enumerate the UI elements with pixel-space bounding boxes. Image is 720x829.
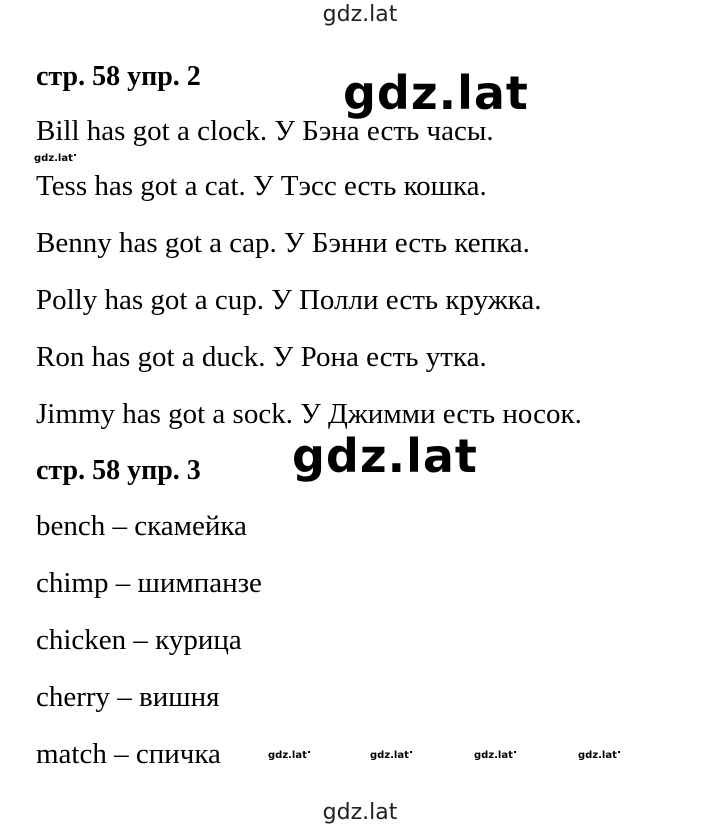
vocabulary-line: chicken – курица (36, 624, 242, 656)
sentence-line: Bill has got a clock. У Бэна есть часы. (36, 115, 494, 147)
exercise-3-heading: стр. 58 упр. 3 (36, 455, 201, 486)
sentence-line: Ron has got a duck. У Рона есть утка. (36, 341, 487, 373)
vocabulary-line: match – спичка (36, 738, 221, 770)
watermark-small-3: gdz.lat (370, 751, 412, 761)
sentence-line: Benny has got a cap. У Бэнни есть кепка. (36, 227, 530, 259)
watermark-large-1: gdz.lat (343, 66, 529, 120)
watermark-small-5: gdz.lat (578, 751, 620, 761)
watermark-top: gdz.lat (322, 2, 398, 27)
exercise-2-heading: стр. 58 упр. 2 (36, 61, 201, 92)
watermark-small-4: gdz.lat (474, 751, 516, 761)
vocabulary-line: chimp – шимпанзе (36, 567, 262, 599)
watermark-small-2: gdz.lat (268, 751, 310, 761)
sentence-line: Tess has got a cat. У Тэсс есть кошка. (36, 170, 487, 202)
watermark-small-1: gdz.lat (34, 154, 76, 164)
vocabulary-line: bench – скамейка (36, 510, 247, 542)
watermark-large-2: gdz.lat (292, 429, 478, 483)
watermark-bottom: gdz.lat (322, 800, 398, 825)
vocabulary-line: cherry – вишня (36, 681, 220, 713)
sentence-line: Jimmy has got a sock. У Джимми есть носок. (36, 398, 582, 430)
sentence-line: Polly has got a cup. У Полли есть кружка. (36, 284, 542, 316)
